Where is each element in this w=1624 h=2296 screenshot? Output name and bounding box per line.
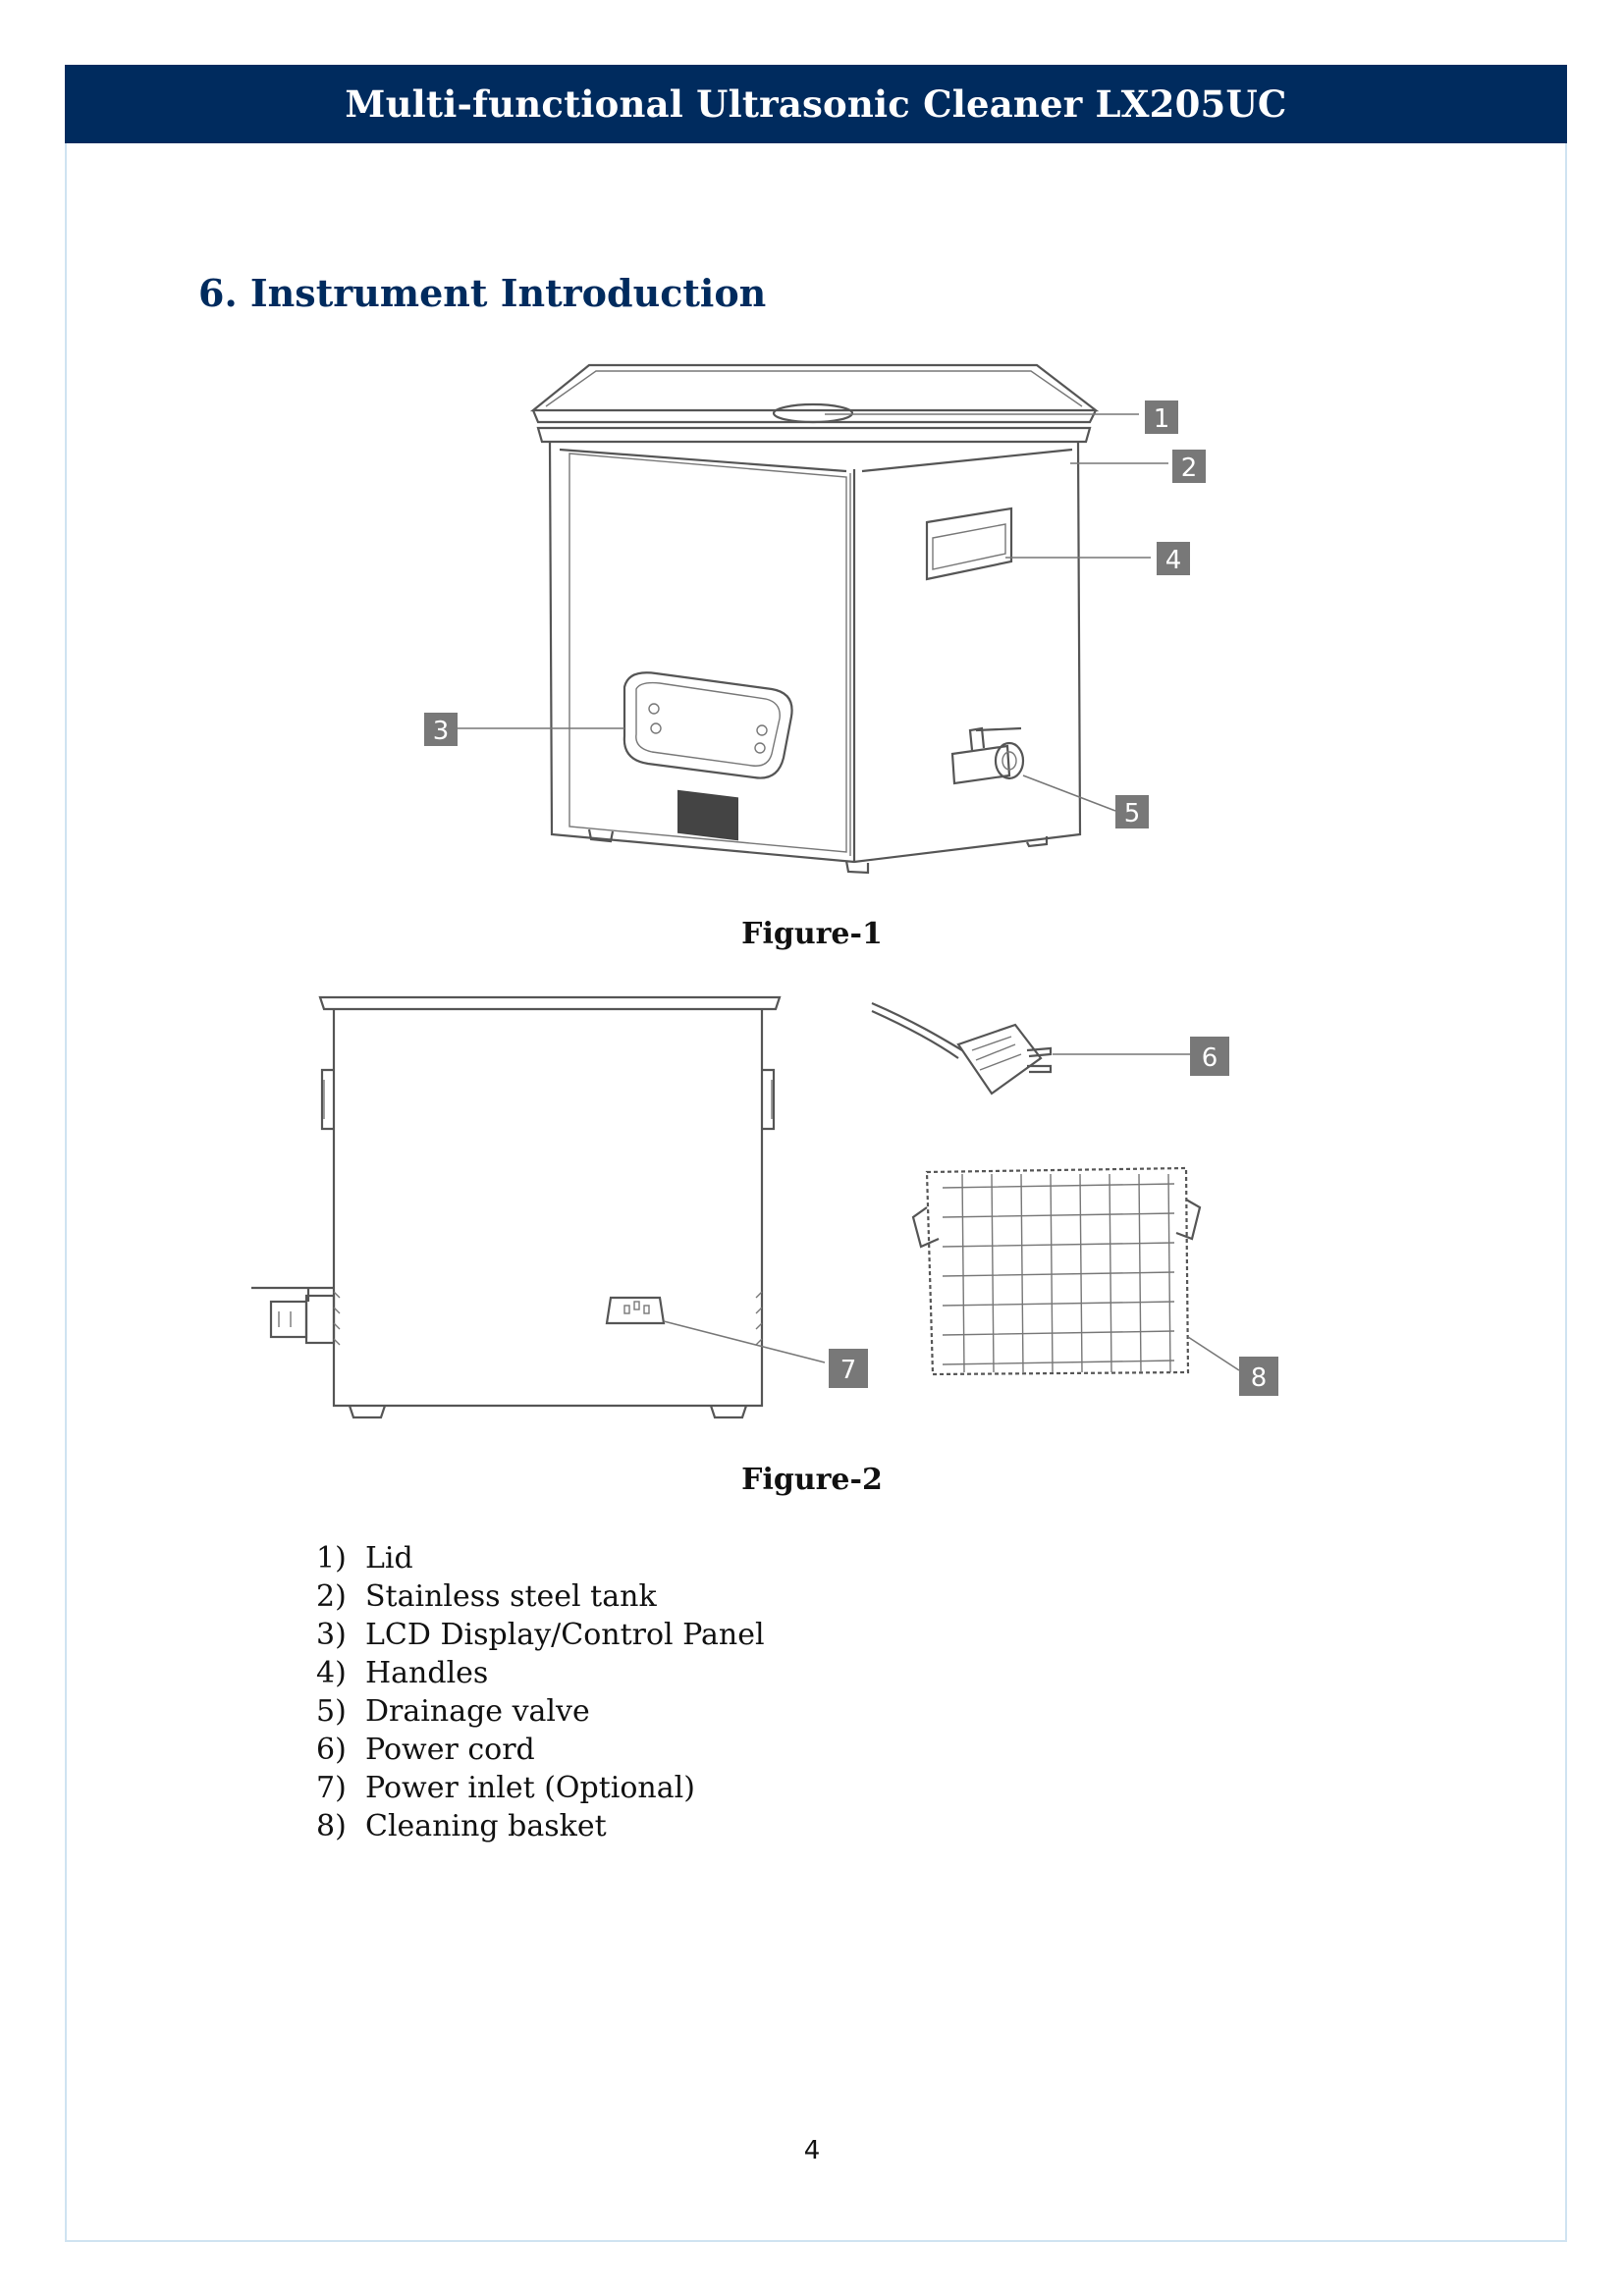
header-title: Multi-functional Ultrasonic Cleaner LX205UC	[345, 82, 1287, 126]
list-item: 4) Handles	[316, 1656, 489, 1690]
list-item: 5) Drainage valve	[316, 1694, 590, 1729]
callout-7	[829, 1349, 868, 1388]
power-cord-drawing	[872, 1003, 1051, 1094]
list-item: 8) Cleaning basket	[316, 1809, 607, 1843]
figure-2-caption: Figure-2	[741, 1463, 883, 1497]
callout-8	[1239, 1357, 1278, 1396]
list-item: 6) Power cord	[316, 1733, 535, 1767]
list-item: 1) Lid	[316, 1541, 413, 1575]
side-view-drawing	[251, 997, 780, 1417]
list-item: 3) LCD Display/Control Panel	[316, 1618, 765, 1652]
svg-text:4: 4	[1164, 546, 1182, 575]
parts-list	[316, 1539, 765, 1845]
svg-text:5: 5	[1123, 799, 1141, 828]
figure-1-caption: Figure-1	[741, 917, 883, 951]
svg-text:8: 8	[1250, 1363, 1268, 1393]
section-title: 6. Instrument Introduction	[198, 271, 767, 315]
svg-text:1: 1	[1153, 404, 1170, 434]
list-item: 7) Power inlet (Optional)	[316, 1771, 695, 1805]
list-item: 2) Stainless steel tank	[316, 1579, 657, 1614]
svg-text:7: 7	[839, 1356, 857, 1385]
callout-6	[1190, 1037, 1229, 1076]
svg-text:3: 3	[432, 717, 450, 746]
page-number: 4	[803, 2136, 821, 2165]
svg-text:2: 2	[1180, 454, 1198, 483]
svg-text:6: 6	[1201, 1043, 1218, 1073]
cleaning-basket-drawing	[913, 1168, 1200, 1374]
